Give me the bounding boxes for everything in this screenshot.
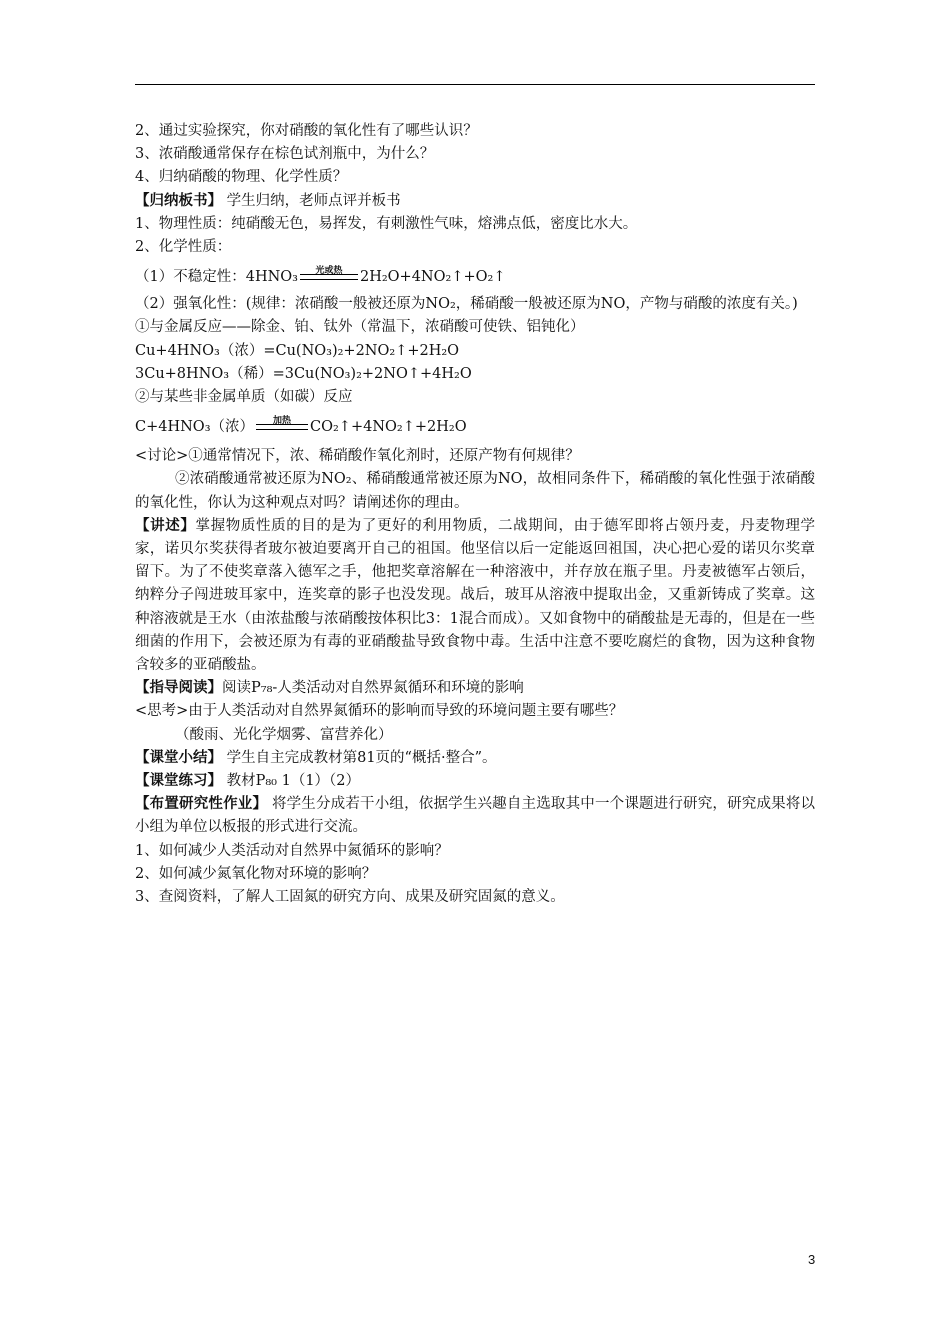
reaction-arrow xyxy=(300,266,358,289)
reading-tag: 【指导阅读】 xyxy=(135,680,222,697)
class-summary-tag: 【课堂小结】 xyxy=(135,749,222,766)
carbon-right: CO₂↑+4NO₂↑+2H₂O xyxy=(310,419,467,436)
summary-tag: 【归纳板书】 xyxy=(135,192,222,209)
class-summary-text: 学生自主完成教材第81页的“概括·整合”。 xyxy=(222,749,497,766)
homework-item-2: 2、如何减少氮氧化物对环境的影响？ xyxy=(135,865,377,882)
think-question: <思考>由于人类活动对自然界氮循环的影响而导致的环境问题主要有哪些？ xyxy=(135,703,624,720)
document-body xyxy=(135,120,815,909)
summary-paragraph xyxy=(135,190,815,213)
oxidizing-property: （2）强氧化性：(规律：浓硝酸一般被还原为NO₂，稀硝酸一般被还原为NO，产物与硝酸的浓度有关。) xyxy=(135,296,798,313)
lecture-paragraph xyxy=(135,515,815,677)
page-number: 3 xyxy=(808,1252,816,1267)
homework-item-3: 3、查阅资料，了解人工固氮的研究方向、成果及研究固氮的意义。 xyxy=(135,889,565,906)
reaction-condition: 加热 xyxy=(273,416,292,427)
discussion-1: <讨论>①通常情况下，浓、稀硝酸作氧化剂时，还原产物有何规律？ xyxy=(135,448,580,465)
practice-tag: 【课堂练习】 xyxy=(135,773,222,790)
class-summary-paragraph xyxy=(135,747,815,770)
practice-text: 教材P₈₀ 1（1）（2） xyxy=(222,773,361,790)
reaction-arrow xyxy=(256,416,308,439)
lecture-text: 掌握物质性质的目的是为了更好的利用物质，二战期间，由于德军即将占领丹麦，丹麦物理学家，诺贝尔奖获得者玻尔被迫要离开自己的祖国。他坚信以后一定能返回祖国，决心把心爱的诺贝尔奖章留下。为了不使奖章落入德军之手，他把奖章溶解在一种溶液中，并存放在瓶子里。丹麦被德军占领后，纳粹分子闯进玻耳家中，连奖章的影子也没发现。战后，玻耳从溶液中提取出金，又重新铸成了奖章。这种溶液就是王水（由浓盐酸与浓硝酸按体积比3：1混合而成）。又如食物中的硝酸盐是无毒的，但是在一些细菌的作用下，会被还原为有毒的亚硝酸盐导致食物中毒。生活中注意不要吃腐烂的食物，因为这种食物含较多的亚硝酸盐。 xyxy=(135,517,815,674)
carbon-left: C+4HNO₃（浓） xyxy=(135,419,255,436)
equation-cu-dilute: 3Cu+8HNO₃（稀）=3Cu(NO₃)₂+2NO↑+4H₂O xyxy=(135,365,472,382)
equation-cu-concentrated: Cu+4HNO₃（浓）=Cu(NO₃)₂+2NO₂↑+2H₂O xyxy=(135,342,460,359)
physical-properties: 1、物理性质：纯硝酸无色，易挥发，有刺激性气味，熔沸点低，密度比水大。 xyxy=(135,215,638,232)
instability-left: （1）不稳定性：4HNO₃ xyxy=(135,269,298,286)
homework-tag: 【布置研究性作业】 xyxy=(135,796,268,813)
nonmetal-reaction-title: ②与某些非金属单质（如碳）反应 xyxy=(135,389,353,406)
header-rule xyxy=(135,84,815,85)
lecture-tag: 【讲述】 xyxy=(135,517,196,534)
homework-item-1: 1、如何减少人类活动对自然界中氮循环的影响？ xyxy=(135,842,449,859)
homework-paragraph xyxy=(135,793,815,839)
question-2: 2、通过实验探究，你对硝酸的氧化性有了哪些认识？ xyxy=(135,123,478,139)
summary-text: 学生归纳，老师点评并板书 xyxy=(222,192,401,209)
practice-paragraph xyxy=(135,770,815,793)
question-4: 4、归纳硝酸的物理、化学性质？ xyxy=(135,169,348,186)
instability-equation xyxy=(135,259,815,289)
reading-text: 阅读P₇₈-人类活动对自然界氮循环和环境的影响 xyxy=(222,680,524,697)
homework-text: 将学生分成若干小组，依据学生兴趣自主选取其中一个课题进行研究，研究成果将以小组为单位以板报的形式进行交流。 xyxy=(135,796,816,836)
question-3: 3、浓硝酸通常保存在棕色试剂瓶中，为什么？ xyxy=(135,146,435,163)
reading-paragraph xyxy=(135,677,815,700)
chemical-properties-title: 2、化学性质： xyxy=(135,239,232,256)
think-answer: （酸雨、光化学烟雾、富营养化） xyxy=(175,726,393,743)
reaction-condition: 光或热 xyxy=(315,266,343,277)
metal-reaction-title: ①与金属反应——除金、铂、钛外（常温下，浓硝酸可使铁、铝钝化） xyxy=(135,319,585,336)
discussion-2: ②浓硝酸通常被还原为NO₂、稀硝酸通常被还原为NO，故相同条件下，稀硝酸的氧化性强于浓硝酸的氧化性，你认为这种观点对吗？请阐述你的理由。 xyxy=(135,471,815,511)
carbon-equation xyxy=(135,409,815,439)
instability-right: 2H₂O+4NO₂↑+O₂↑ xyxy=(359,269,506,286)
